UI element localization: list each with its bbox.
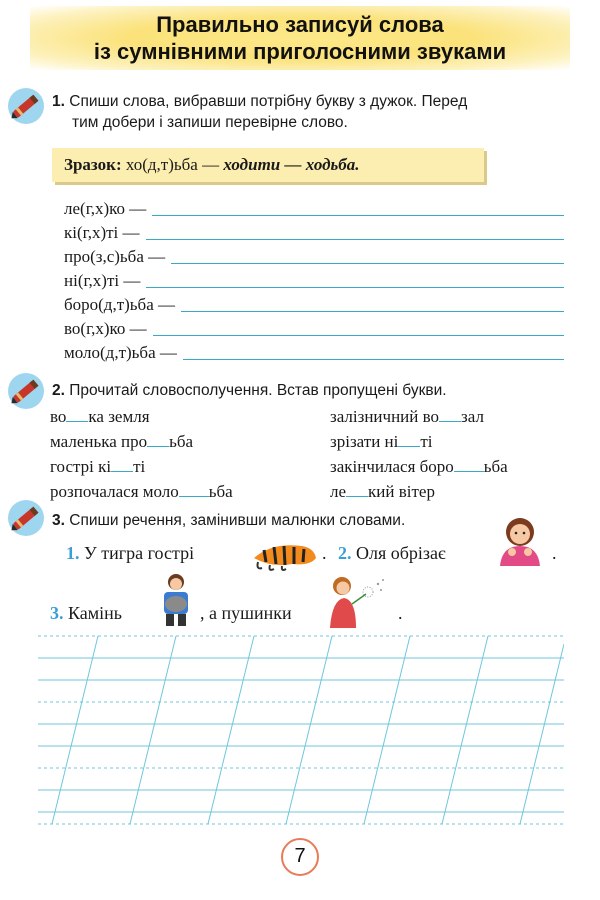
write-line[interactable] xyxy=(171,263,564,264)
pencil-icon xyxy=(6,86,46,126)
girl-blowing-dandelion-picture xyxy=(326,574,388,628)
word-row xyxy=(64,196,564,220)
sample-word: хо(д,т)ьба — xyxy=(125,155,220,174)
word: ні(г,х)ті — xyxy=(64,271,141,290)
write-line[interactable] xyxy=(152,215,564,216)
task3-text: Спиши речення, замінивши малюнки словами. xyxy=(69,512,406,529)
word-row xyxy=(64,316,564,340)
write-line[interactable] xyxy=(153,335,564,336)
phrases-right xyxy=(330,404,508,504)
boy-with-stone-picture xyxy=(154,572,198,628)
sample-box xyxy=(52,148,484,182)
blank[interactable] xyxy=(111,458,133,472)
sentence-2: 2. Оля обрізає xyxy=(338,543,446,563)
task1-number: 1. xyxy=(52,93,65,110)
title-line-2: із сумнівними приголосними звуками xyxy=(93,39,507,64)
task3-instruction xyxy=(52,510,405,531)
task1-text-2: тим добери і запиши перевірне слово. xyxy=(72,114,348,131)
task2-instruction xyxy=(52,380,447,401)
word-row xyxy=(64,340,564,364)
sentence-3-end: . xyxy=(398,603,403,623)
word-row xyxy=(64,292,564,316)
phrase: залізничний во зал xyxy=(330,407,484,426)
sentence-1: 1. У тигра гострі xyxy=(66,543,195,563)
task1-text-1: Спиши слова, вибравши потрібну букву з дужок. Перед xyxy=(69,93,468,110)
task2-number: 2. xyxy=(52,382,65,399)
phrase: закінчилася боро ьба xyxy=(330,457,508,476)
blank[interactable] xyxy=(439,408,461,422)
phrase: во ка земля xyxy=(50,407,150,426)
write-line[interactable] xyxy=(146,239,564,240)
write-line[interactable] xyxy=(146,287,564,288)
phrase: ле кий вітер xyxy=(330,482,435,501)
word: ле(г,х)ко — xyxy=(64,199,147,218)
task1-instruction xyxy=(52,91,568,133)
word: во(г,х)ко — xyxy=(64,319,147,338)
sample-answer: ходити — ходьба. xyxy=(223,155,360,174)
word-row xyxy=(64,268,564,292)
title-banner xyxy=(30,6,570,70)
girl-cutting-nails-picture xyxy=(494,512,546,566)
sentence-2-end: . xyxy=(552,543,557,563)
word: про(з,с)ьба — xyxy=(64,247,166,266)
task2-text: Прочитай словосполучення. Встав пропущені букви. xyxy=(69,382,447,399)
word: кі(г,х)ті — xyxy=(64,223,140,242)
write-line[interactable] xyxy=(181,311,564,312)
word: моло(д,т)ьба — xyxy=(64,343,177,362)
phrases-left xyxy=(50,404,233,504)
phrase: зрізати ні ті xyxy=(330,432,433,451)
title-line-1: Правильно записуй слова xyxy=(156,12,444,37)
pencil-icon xyxy=(6,498,46,538)
blank[interactable] xyxy=(147,433,169,447)
blank[interactable] xyxy=(346,483,368,497)
sample-label: Зразок: xyxy=(64,155,122,174)
tiger-claws-picture xyxy=(252,538,318,572)
sentence-3-mid: , а пушинки xyxy=(200,603,292,623)
write-line[interactable] xyxy=(183,359,564,360)
phrase: маленька про ьба xyxy=(50,432,194,451)
word-row xyxy=(64,244,564,268)
sentence-3: 3. Камінь xyxy=(50,603,122,623)
page-number: 7 xyxy=(281,838,319,876)
blank[interactable] xyxy=(179,483,209,497)
word-row xyxy=(64,220,564,244)
blank[interactable] xyxy=(398,433,420,447)
phrase: гострі кі ті xyxy=(50,457,146,476)
phrase: розпочалася моло ьба xyxy=(50,482,233,501)
task3-number: 3. xyxy=(52,512,65,529)
blank[interactable] xyxy=(66,408,88,422)
pencil-icon xyxy=(6,371,46,411)
sentence-1-end: . xyxy=(322,543,327,563)
word: боро(д,т)ьба — xyxy=(64,295,175,314)
blank[interactable] xyxy=(454,458,484,472)
writing-lines[interactable] xyxy=(38,628,564,828)
